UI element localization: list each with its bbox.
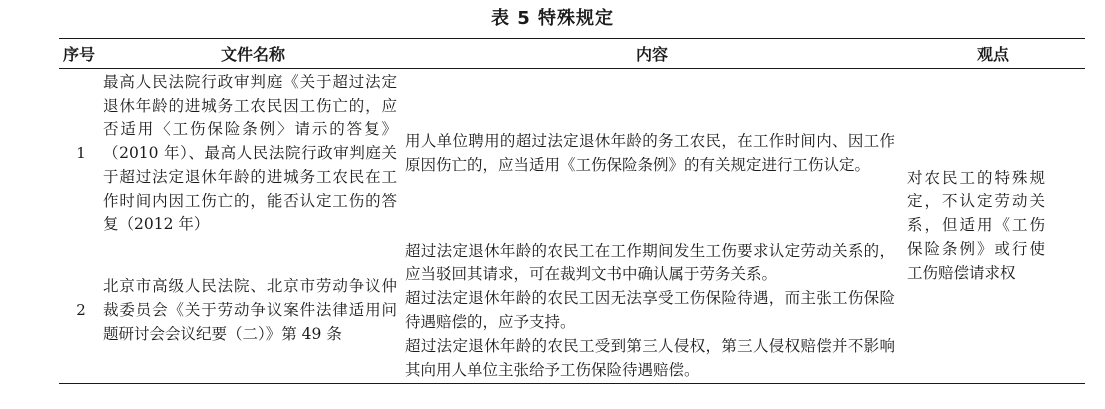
content-cell [403,69,901,240]
special-provisions-table [59,38,1085,384]
content-paragraph: 超过法定退休年龄的农民工在工作期间发生工伤要求认定劳动关系的，应当驳回其请求，可在裁判文书中确认属于劳务关系。 [405,241,895,284]
row-number: 1 [76,144,86,163]
table-header-row [59,39,1085,69]
header-no: 序号 [63,45,96,64]
content-paragraph: 用人单位聘用的超过法定退休年龄的务工农民，在工作时间内、因工作原因伤亡的，应当适用《工伤保险条例》的有关规定进行工伤认定。 [405,132,895,174]
content-paragraph: 超过法定退休年龄的农民工因无法享受工伤保险待遇，而主张工伤保险待遇赔偿的，应予支持。 [405,289,895,331]
document-name-cell: 最高人民法院行政审判庭《关于超过法定退休年龄的进城务工农民因工伤亡的，应否适用〈工伤保险条例〉请示的答复》（2010 年）、最高人民法院行政审判庭关于超过法定退休年龄的进城务工农民在工作时间内因工伤亡的，能否认定工伤的答复（2012 年） [103,72,397,234]
content-paragraph: 超过法定退休年龄的农民工受到第三人侵权，第三人侵权赔偿并不影响其向用人单位主张给予工伤保险待遇赔偿。 [405,336,895,379]
table-caption: 表 5 特殊规定 [490,8,615,29]
row-number: 2 [76,301,86,320]
document-name-cell: 北京市高级人民法院、北京市劳动争议仲裁委员会《关于劳动争议案件法律适用问题研讨会会议纪要（二）》第 49 条 [103,277,397,343]
table-row [59,69,1085,240]
view-cell: 对农民工的特殊规定，不认定劳动关系，但适用《工伤保险条例》或行使工伤赔偿请求权 [907,168,1045,282]
header-content: 内容 [635,45,668,64]
header-doc: 文件名称 [220,45,285,64]
content-cell [403,239,901,384]
header-view: 观点 [976,45,1009,64]
